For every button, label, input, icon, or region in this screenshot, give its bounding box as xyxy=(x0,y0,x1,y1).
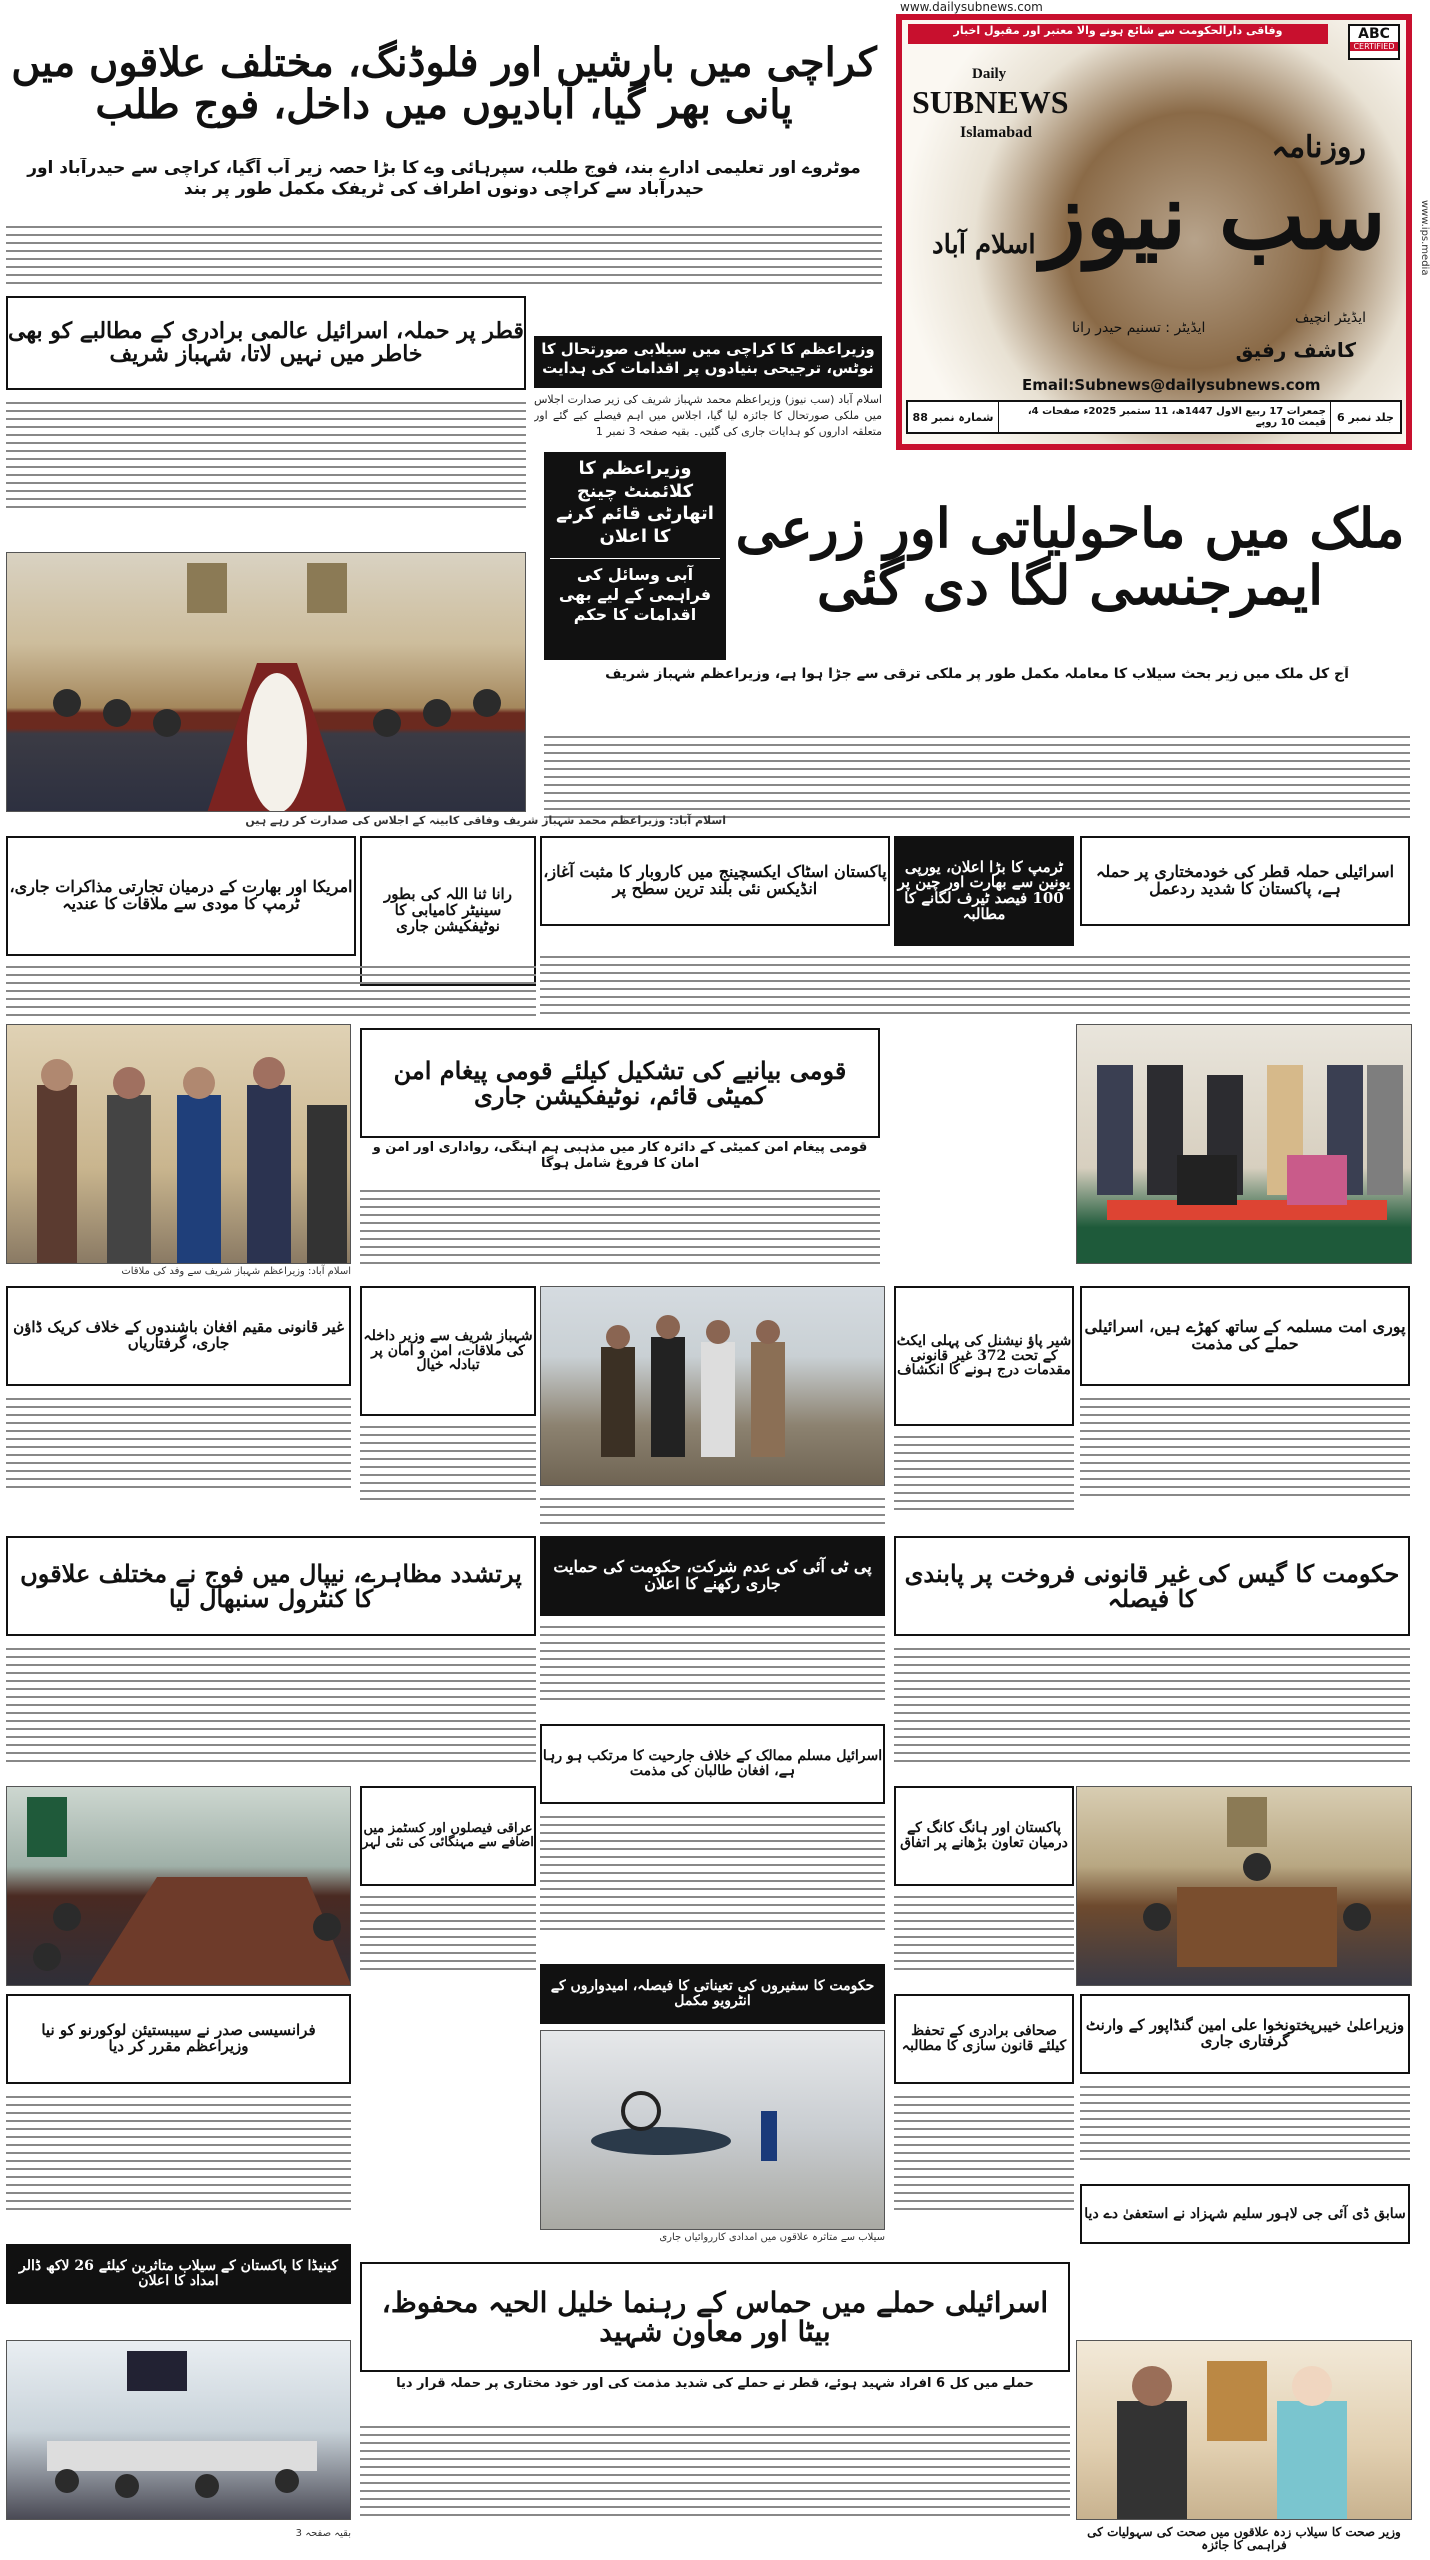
mid-row-body-left xyxy=(6,960,536,1020)
karachi-headline: کراچی میں بارشیں اور فلوڈنگ، مختلف علاقوں میں پانی بھر گیا، آبادیوں میں داخل، فوج طلب xyxy=(6,14,882,154)
conference-illustration xyxy=(7,2341,351,2520)
gas-headline: حکومت کا گیس کی غیر قانونی فروخت پر پابندی کا فیصلہ xyxy=(894,1536,1410,1636)
ambassador-headline: حکومت کا سفیروں کی تعیناتی کا فیصلہ، امیدواروں کے انٹرویو مکمل xyxy=(540,1964,885,2024)
editor-chief-name: کاشف رفیق xyxy=(1235,338,1356,362)
abc-badge xyxy=(1348,24,1400,60)
dig-headline: سابق ڈی آئی جی لاہور سلیم شہزاد نے استعفیٰ دے دیا xyxy=(1080,2184,1410,2244)
pm-karachi-body: اسلام آباد (سب نیوز) وزیراعظم محمد شہباز شریف کی زیر صدارت اجلاس میں ملکی صورتحال کا جائزہ لیا گیا، اجلاس میں اہم فیصلے کیے گئے اور متعلقہ اداروں کو ہدایات جاری کی گئیں۔ بقیہ صفحہ 3 نمبر 1 xyxy=(534,393,882,438)
side-url: www.ips.media xyxy=(1419,200,1430,276)
shehbaz-meeting-body xyxy=(360,1420,536,1520)
kp-court-headline: وزیراعلیٰ خیبرپختونخوا علی امین گنڈاپور کے وارنٹ گرفتاری جاری xyxy=(1080,1994,1410,2074)
health-headline: وزیر صحت کا سیلاب زدہ علاقوں میں صحت کی سہولیات کی فراہمی کا جائزہ xyxy=(1076,2524,1412,2554)
volume-number: جلد نمبر 6 xyxy=(1330,402,1400,432)
hamas-body xyxy=(360,2420,1070,2540)
usa-india-headline: امریکا اور بھارت کے درمیان تجارتی مذاکرات جاری، ٹرمپ کا مودی سے ملاقات کا عندیہ xyxy=(6,836,356,956)
president-handshake-photo xyxy=(6,1024,351,1264)
qatar-headline: قطر پر حملہ، اسرائیل عالمی برادری کے مطالبے کو بھی خاطر میں نہیں لاتا، شہباز شریف xyxy=(6,296,526,390)
pm-karachi-subheadline: وزیراعظم کا کراچی میں سیلابی صورتحال کا نوٹس، ترجیحی بنیادوں پر اقدامات کی ہدایت xyxy=(534,336,882,388)
flood-visit-illustration xyxy=(541,1287,885,1486)
meeting-room-illustration-left xyxy=(7,1787,351,1986)
brand-rozname: روزنامہ xyxy=(1271,130,1366,165)
brand-city-ur: اسلام آباد xyxy=(932,230,1036,260)
bilawal-headline: پوری امت مسلمہ کے ساتھ کھڑے ہیں، اسرائیلی حملے کی مذمت xyxy=(1080,1286,1410,1386)
iraq-headline: عراقی فیصلوں اور کسٹمز میں اضافے سے مہنگائی کی نئی لہر xyxy=(360,1786,536,1886)
national-body xyxy=(360,1184,880,1274)
france-headline: فرانسیسی صدر نے سیبستیئن لوکورنو کو نیا وزیراعظم مقرر کر دیا xyxy=(6,1994,351,2084)
main-headline: ملک میں ماحولیاتی اور زرعی ایمرجنسی لگا دی گئی xyxy=(735,496,1405,617)
issue-date: جمعرات 17 ربیع الاول 1447ھ، 11 ستمبر 2025ء صفحات 4، قیمت 10 روپے xyxy=(998,402,1330,432)
boat-rescue-illustration xyxy=(541,2031,885,2230)
illegal-afghan-body xyxy=(6,1392,351,1512)
media-headline: صحافی برادری کے تحفظ کیلئے قانون سازی کا مطالبہ xyxy=(894,1994,1074,2084)
illegal-afghan-headline: غیر قانونی مقیم افغان باشندوں کے خلاف کریک ڈاؤن جاری، گرفتاریاں xyxy=(6,1286,351,1386)
pti-headline: پی ٹی آئی کی عدم شرکت، حکومت کی حمایت جاری رکھنے کا اعلان xyxy=(540,1536,885,1616)
brand-city-en: Islamabad xyxy=(960,124,1033,141)
pti-body xyxy=(540,1620,885,1720)
nepal-body xyxy=(6,1642,536,1782)
iraq-body xyxy=(360,1890,536,1990)
masthead-tagline: وفاقی دارالحکومت سے شائع ہونے والا معتبر اور مقبول اخبار xyxy=(908,24,1328,44)
continuation-note: بقیہ صفحہ 3 xyxy=(295,2528,351,2539)
israel-muslim-body xyxy=(540,1810,885,1960)
health-minister-photo xyxy=(1076,2340,1412,2520)
media-body xyxy=(894,2090,1074,2240)
abc-badge-sub: CERTIFIED xyxy=(1350,42,1398,51)
shehbaz-meeting-headline: شہباز شریف سے وزیر داخلہ کی ملاقات، امن و امان پر تبادلہ خیال xyxy=(360,1286,536,1416)
national-subheadline: قومی پیغام امن کمیٹی کے دائرہ کار میں مذہبی ہم آہنگی، رواداری اور امن و امان کا فروغ شامل ہوگا xyxy=(372,1140,868,1172)
hamas-headline: اسرائیلی حملے میں حماس کے رہنما خلیل الحیہ محفوظ، بیٹا اور معاون شہید xyxy=(360,2262,1070,2372)
meeting-room-illustration-right xyxy=(1077,1787,1412,1986)
main-boxed-subhead xyxy=(544,452,726,660)
president-handshake-illustration xyxy=(7,1025,351,1264)
pak-hongkong-headline: پاکستان اور ہانگ کانگ کے درمیان تعاون بڑھانے پر اتفاق xyxy=(894,1786,1074,1886)
boat-rescue-photo xyxy=(540,2030,885,2230)
boat-rescue-caption: سیلاب سے متاثرہ علاقوں میں امدادی کارروائیاں جاری xyxy=(659,2232,885,2243)
psx-headline: پاکستان اسٹاک ایکسچینج میں کاروبار کا مثبت آغاز، انڈیکس نئی بلند ترین سطح پر xyxy=(540,836,890,926)
kp-court-body xyxy=(1080,2080,1410,2180)
main-lead: آج کل ملک میں زیر بحث سیلاب کا معاملہ مکمل طور پر ملکی ترقی سے جڑا ہوا ہے، وزیراعظم شہباز شریف xyxy=(605,666,1349,682)
cabinet-meeting-photo xyxy=(6,552,526,812)
masthead-frame xyxy=(896,14,1412,450)
nepal-headline: پرتشدد مظاہرے، نیپال میں فوج نے مختلف علاقوں کا کنٹرول سنبھال لیا xyxy=(6,1536,536,1636)
brand-subnews-en: SUBNEWS xyxy=(912,84,1069,120)
signing-ceremony-illustration xyxy=(1077,1025,1412,1264)
pak-hongkong-body xyxy=(894,1890,1074,1990)
senate-headline: رانا ثنا اللہ کی بطور سینیٹر کامیابی کا نوٹیفکیشن جاری xyxy=(360,836,536,986)
flood-visit-body xyxy=(540,1492,885,1532)
karachi-body xyxy=(6,220,882,290)
cabinet-caption: اسلام آباد: وزیراعظم محمد شہباز شریف وفاقی کابینہ کے اجلاس کی صدارت کر رہے ہیں xyxy=(245,814,726,827)
brand-daily: Daily xyxy=(972,66,1007,82)
masthead-dateline xyxy=(906,400,1402,434)
israel-muslim-headline: اسرائیل مسلم ممالک کے خلاف جارحیت کا مرتکب ہو رہا ہے، افغان طالبان کی مذمت xyxy=(540,1724,885,1804)
meeting-room-photo-right xyxy=(1076,1786,1412,1986)
hamas-subheadline: حملے میں کل 6 افراد شہید ہوئے، قطر نے حملے کی شدید مذمت کی اور خود مختاری پر حملہ قرار دیا xyxy=(396,2376,1034,2391)
masthead-website[interactable]: www.dailysubnews.com xyxy=(900,0,1043,14)
gas-body xyxy=(894,1642,1410,1782)
bilawal-body xyxy=(1080,1392,1410,1522)
mid-row-body-right xyxy=(540,950,1410,1020)
sherpao-headline: شیر پاؤ نیشنل کی پہلی ایکٹ کے تحت 372 غیر قانونی مقدمات درج ہونے کا انکشاف xyxy=(894,1286,1074,1426)
editor-label: ایڈیٹر : تسنیم حیدر رانا xyxy=(1072,320,1206,336)
sherpao-body xyxy=(894,1430,1074,1530)
canada-headline: کینیڈا کا پاکستان کے سیلاب متاثرین کیلئے 26 لاکھ ڈالر امداد کا اعلان xyxy=(6,2244,351,2304)
national-headline: قومی بیانیے کی تشکیل کیلئے قومی پیغام امن کمیٹی قائم، نوٹیفکیشن جاری xyxy=(360,1028,880,1138)
abc-badge-text: ABC xyxy=(1358,26,1390,42)
signing-ceremony-photo xyxy=(1076,1024,1412,1264)
meeting-room-photo-left xyxy=(6,1786,351,1986)
flood-visit-photo xyxy=(540,1286,885,1486)
main-body xyxy=(544,730,1410,820)
france-body xyxy=(6,2090,351,2240)
trump-headline: ٹرمپ کا بڑا اعلان، یورپی یونین سے بھارت اور چین پر 100 فیصد ٹیرف لگانے کا مطالبہ xyxy=(894,836,1074,946)
main-box-top: وزیراعظم کا کلائمنٹ چینج اتھارٹی قائم کرنے کا اعلان xyxy=(556,458,714,547)
main-box-bottom: آبی وسائل کی فراہمی کے لیے بھی اقدامات کا حکم xyxy=(550,558,720,648)
israel-qatar-headline: اسرائیلی حملہ قطر کی خودمختاری پر حملہ ہے، پاکستان کا شدید ردعمل xyxy=(1080,836,1410,926)
issue-number: شمارہ نمبر 88 xyxy=(912,410,994,424)
editor-chief-label: ایڈیٹر انچیف xyxy=(1295,310,1366,326)
masthead-email[interactable]: Email:Subnews@dailysubnews.com xyxy=(1022,376,1321,394)
left-meeting-caption: اسلام آباد: وزیراعظم شہباز شریف سے وفد کی ملاقات xyxy=(121,1266,351,1277)
qatar-body xyxy=(6,396,526,546)
brand-subnews-ur: سب نیوز xyxy=(1041,162,1386,270)
health-minister-illustration xyxy=(1077,2341,1412,2520)
cabinet-meeting-illustration xyxy=(7,553,526,812)
karachi-subheadline: موٹروے اور تعلیمی ادارے بند، فوج طلب، سپرہائی وے کا بڑا حصہ زیر آب آگیا، کراچی سے حیدرآباد اور حیدرآباد سے کراچی دونوں اطراف کی ٹریفک مکمل طور پر بند xyxy=(27,158,861,200)
conference-photo xyxy=(6,2340,351,2520)
